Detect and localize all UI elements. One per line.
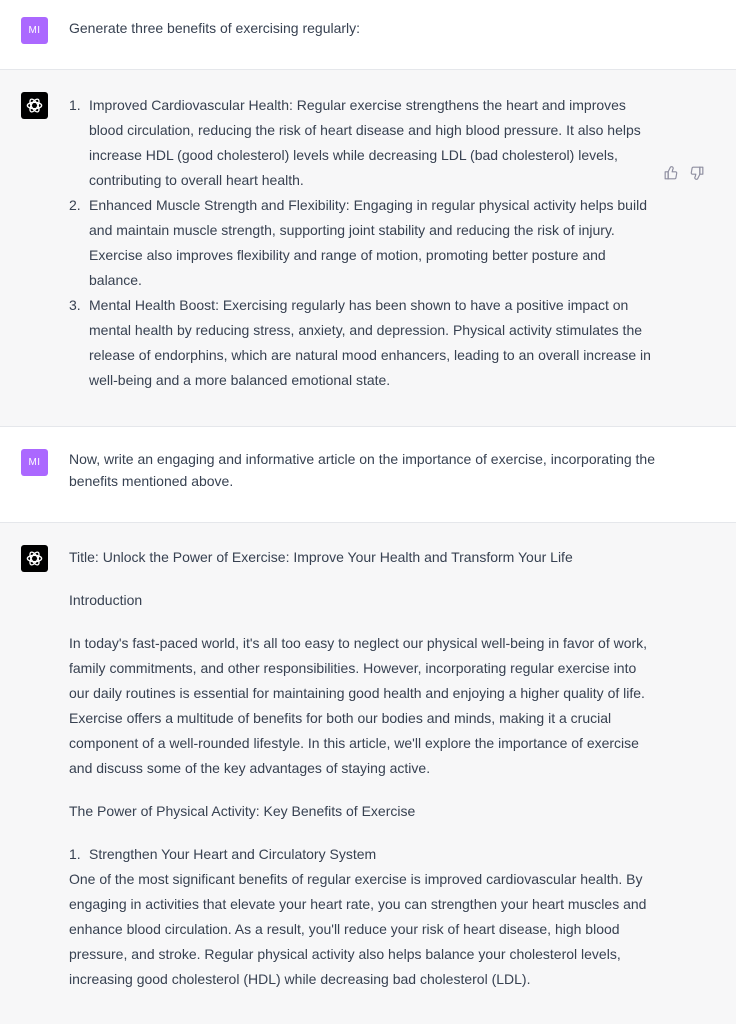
- list-number: 1.: [69, 97, 81, 113]
- list-number: 2.: [69, 197, 81, 213]
- thumbs-up-button[interactable]: [664, 166, 678, 180]
- list-item-text: Strengthen Your Heart and Circulatory System: [89, 846, 377, 862]
- article-text: [69, 545, 659, 1010]
- article-title: Title: Unlock the Power of Exercise: Improve Your Health and Transform Your Life: [69, 549, 573, 565]
- thumbs-down-icon: [690, 166, 704, 180]
- list-item: [69, 193, 659, 293]
- user-avatar: MI: [21, 449, 48, 476]
- user-message-text: Generate three benefits of exercising regularly:: [69, 20, 361, 36]
- list-item: [69, 842, 659, 867]
- article-list: [69, 842, 659, 867]
- feedback-buttons: [664, 166, 704, 180]
- list-item-text: Mental Health Boost: Exercising regularly has been shown to have a positive impact on mental health by reducing stress, anxiety, and depression. Physical activity stimulates the release of endorphins, which are natural mood enhancers, leading to an overall increase in well-being and a more balanced emotional state.: [89, 297, 651, 388]
- list-item: [69, 293, 659, 393]
- benefits-list: [69, 93, 659, 393]
- article-intro-heading: Introduction: [69, 592, 143, 608]
- thumbs-down-button[interactable]: [690, 166, 704, 180]
- user-message-text: Now, write an engaging and informative article on the importance of exercise, incorporating the benefits mentioned above.: [69, 451, 655, 489]
- assistant-message-text: [69, 93, 659, 393]
- article-paragraph: One of the most significant benefits of regular exercise is improved cardiovascular health. By engaging in activities that elevate your heart rate, you can strengthen your heart muscles and enhance blood circulation. As a result, you'll reduce your risk of heart disease, high blood pressure, and stroke. Regular physical activity also helps balance your cholesterol levels, increasing good cholesterol (HDL) while decreasing bad cholesterol (LDL).: [69, 871, 647, 987]
- assistant-avatar: [21, 92, 48, 119]
- list-item: [69, 93, 659, 193]
- user-avatar: MI: [21, 17, 48, 44]
- article-intro-paragraph: In today's fast-paced world, it's all too easy to neglect our physical well-being in favor of work, family commitments, and other responsibilities. However, incorporating regular exercise into our daily routines is essential for maintaining good health and enjoying a higher quality of life. Exercise offers a multitude of benefits for both our bodies and minds, making it a crucial component of a well-rounded lifestyle. In this article, we'll explore the importance of exercise and discuss some of the key advantages of staying active.: [69, 635, 648, 776]
- user-message-2: [0, 427, 736, 523]
- user-message-1: [0, 0, 736, 70]
- thumbs-up-icon: [664, 166, 678, 180]
- assistant-message-1: [0, 70, 736, 427]
- list-item-text: Enhanced Muscle Strength and Flexibility: Engaging in regular physical activity helps build and maintain muscle strength, supporting joint stability and reducing the risk of injury. Exercise also improves flexibility and range of motion, promoting better posture and balance.: [89, 197, 647, 288]
- list-number: 3.: [69, 297, 81, 313]
- openai-logo-icon: [25, 96, 44, 115]
- article-section-heading: The Power of Physical Activity: Key Benefits of Exercise: [69, 803, 416, 819]
- assistant-message-2: [0, 523, 736, 1024]
- list-number: 1.: [69, 846, 81, 862]
- assistant-avatar: [21, 545, 48, 572]
- openai-logo-icon: [25, 549, 44, 568]
- list-item-text: Improved Cardiovascular Health: Regular exercise strengthens the heart and improves blood circulation, reducing the risk of heart disease and high blood pressure. It also helps increase HDL (good cholesterol) levels while decreasing LDL (bad cholesterol) levels, contributing to overall heart health.: [89, 97, 641, 188]
